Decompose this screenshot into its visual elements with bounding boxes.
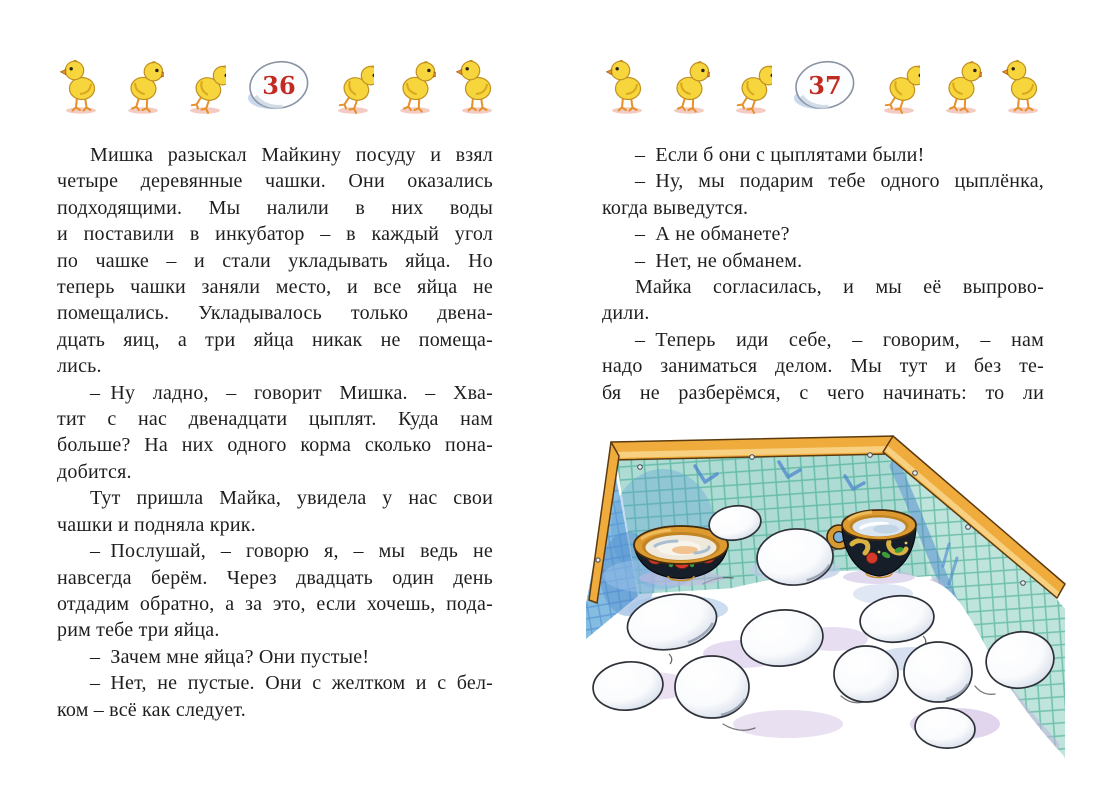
text-line: больше? На них одного корма сколько пона-: [57, 434, 493, 457]
chick-icon: [122, 57, 164, 120]
page-36-text: [57, 142, 493, 723]
chick-icon: [184, 57, 226, 120]
text-line: – Нет, не пустые. Они с желтком и с бел-: [90, 672, 493, 695]
chick-icon: [456, 57, 498, 120]
text-line: – А не обманете?: [635, 223, 790, 246]
chick-icon: [1002, 57, 1044, 120]
text-line: – Зачем мне яйца? Они пустые!: [90, 645, 370, 668]
text-line: отдадим обратно, а за это, если хочешь, пода-: [57, 592, 493, 615]
text-line: тит с нас двенадцати цыплят. Куда нам: [57, 408, 493, 431]
chick-icon: [60, 57, 102, 120]
page-number: 36: [262, 71, 296, 100]
text-line: теперь чашки заняли место, и все яйца не: [57, 276, 493, 299]
text-line: Тут пришла Майка, увидела у нас свои: [90, 487, 493, 510]
text-line: – Если б они с цыплятами были!: [635, 144, 925, 166]
egg: [675, 656, 749, 718]
text-line: бя не разберёмся, с чего начинать: то ли: [602, 381, 1044, 404]
page-number: 37: [808, 71, 842, 100]
text-line: подходящими. Мы налили в них воды: [57, 196, 493, 219]
chick-icon: [606, 57, 648, 120]
page-header-left: [60, 56, 498, 120]
text-line: по чашке – и стали укладывать яйца. Но: [57, 249, 493, 272]
text-line: Мишка разыскал Майкину посуду и взял: [90, 144, 493, 166]
text-line: Майка согласилась, и мы её выпрово-: [635, 276, 1044, 299]
chick-icon: [940, 57, 982, 120]
chick-icon: [394, 57, 436, 120]
page-header-right: [606, 56, 1044, 120]
text-line: чашки и подняла крик.: [57, 513, 256, 536]
text-line: помещались. Укладывалось только двена-: [57, 302, 493, 325]
egg-page-number-badge: [792, 57, 858, 120]
text-line: дцать яиц, а три яйца никак не помеща-: [57, 328, 493, 351]
text-line: добится.: [57, 460, 132, 483]
text-line: когда выведутся.: [602, 196, 749, 219]
chick-icon: [730, 57, 772, 120]
chick-icon: [332, 57, 374, 120]
egg-page-number-badge: [246, 57, 312, 120]
text-line: дили.: [602, 302, 650, 325]
incubator-illustration-svg: [583, 424, 1069, 760]
text-line: – Ну ладно, – говорит Мишка. – Хва-: [90, 381, 493, 404]
page-37-text: [602, 142, 1044, 406]
text-line: лись.: [57, 355, 102, 378]
text-line: и поставили в инкубатор – в каждый угол: [57, 223, 493, 246]
text-line: – Теперь иди себе, – говорим, – нам: [635, 328, 1044, 351]
text-line: надо заниматься делом. Мы тут и без те-: [602, 355, 1044, 378]
text-line: рим тебе три яйца.: [57, 619, 220, 642]
text-line: четыре деревянные чашки. Они оказались: [57, 170, 493, 193]
egg: [834, 646, 898, 702]
egg: [904, 642, 972, 702]
chick-icon: [668, 57, 710, 120]
incubator-illustration: [583, 424, 1069, 760]
text-line: ком – всё как следует.: [57, 698, 246, 721]
text-line: навсегда берём. Через двадцать один день: [57, 566, 493, 589]
text-line: – Ну, мы подарим тебе одного цыплёнка,: [635, 170, 1044, 193]
chick-icon: [878, 57, 920, 120]
text-line: – Нет, не обманем.: [635, 249, 803, 272]
text-line: – Послушай, – говорю я, – мы ведь не: [90, 540, 493, 563]
